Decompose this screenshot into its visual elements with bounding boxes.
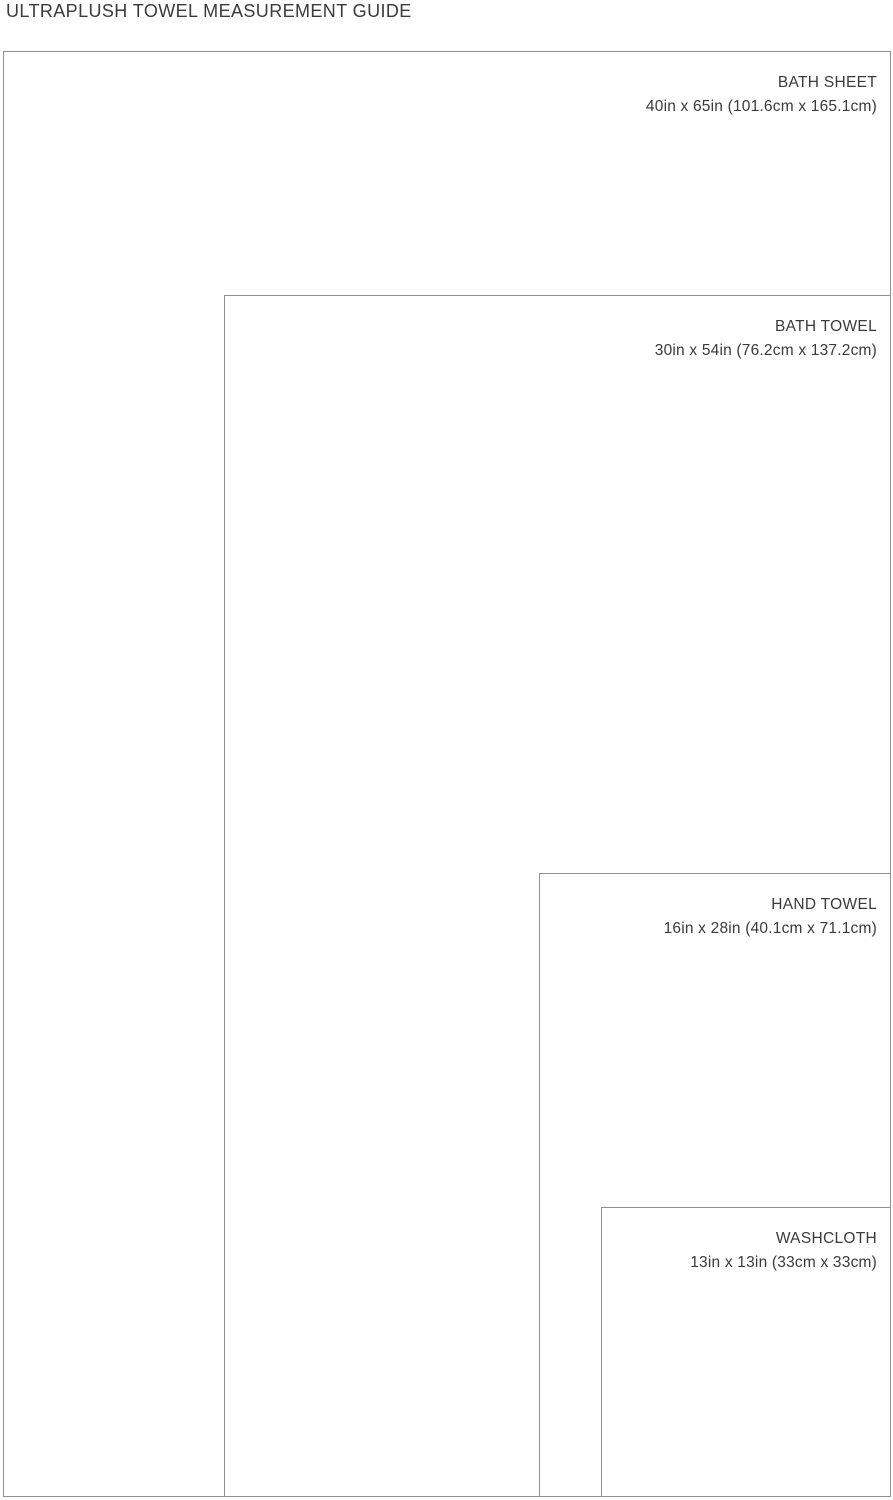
- bath-sheet-name: BATH SHEET: [777, 74, 877, 91]
- bath-sheet-dimensions: 40in x 65in (101.6cm x 165.1cm): [645, 98, 877, 115]
- hand-towel-dimensions: 16in x 28in (40.1cm x 71.1cm): [663, 920, 877, 937]
- hand-towel-label: [664, 893, 877, 940]
- bath-towel-label: [655, 315, 877, 362]
- bath-sheet-label: [646, 71, 877, 118]
- washcloth-dimensions: 13in x 13in (33cm x 33cm): [690, 1254, 877, 1271]
- bath-towel-dimensions: 30in x 54in (76.2cm x 137.2cm): [654, 342, 877, 359]
- washcloth-rect: [601, 1207, 891, 1497]
- page-title: ULTRAPLUSH TOWEL MEASUREMENT GUIDE: [6, 1, 412, 21]
- washcloth-label: [690, 1227, 877, 1274]
- washcloth-name: WASHCLOTH: [775, 1230, 877, 1247]
- bath-towel-name: BATH TOWEL: [774, 318, 877, 335]
- hand-towel-name: HAND TOWEL: [771, 896, 877, 913]
